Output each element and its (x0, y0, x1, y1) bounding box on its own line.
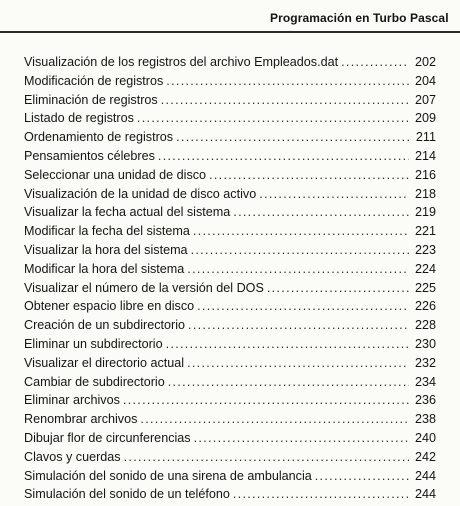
toc-entry (24, 469, 436, 488)
toc-entry-page: 240 (414, 430, 436, 445)
toc-entry-title: Eliminación de registros (24, 92, 158, 107)
toc-entry (24, 281, 436, 300)
toc-entry-page: 236 (414, 393, 436, 408)
toc-entry-title: Visualizar la fecha actual del sistema (24, 205, 231, 220)
toc-entry-title: Seleccionar una unidad de disco (24, 167, 207, 182)
toc-entry-page: 204 (414, 73, 436, 88)
toc-entry-title: Listado de registros (24, 111, 134, 126)
toc-entry-page: 216 (414, 167, 436, 182)
dot-leader (161, 93, 409, 107)
toc-entry-title: Creación de un subdirectorio (24, 318, 186, 333)
toc-entry (24, 149, 436, 168)
dot-leader (137, 111, 409, 125)
toc-entry (24, 187, 436, 206)
dot-leader (123, 393, 409, 407)
dot-leader (233, 487, 409, 501)
dot-leader (187, 262, 409, 276)
toc-entry-page: 226 (414, 299, 436, 314)
toc-entry (24, 337, 436, 356)
toc-entry-page: 218 (414, 186, 436, 201)
dot-leader (140, 412, 409, 426)
dot-leader (176, 130, 409, 144)
toc-entry-title: Ordenamiento de registros (24, 130, 174, 145)
toc-entry-title: Simulación del sonido de un teléfono (24, 487, 230, 502)
dot-leader (259, 187, 409, 201)
dot-leader (166, 337, 409, 351)
dot-leader (187, 356, 409, 370)
dot-leader (188, 318, 409, 332)
toc-entry-title: Visualización de los registros del archivo Empleados.dat (24, 55, 339, 69)
dot-leader (341, 55, 409, 69)
toc-entry-page: 234 (414, 374, 436, 389)
toc-entry (24, 205, 436, 224)
toc-entry-title: Cambiar de subdirectorio (24, 374, 165, 389)
toc-entry-title: Modificar la hora del sistema (24, 261, 185, 276)
dot-leader (191, 243, 409, 257)
toc-entry-page: 238 (414, 412, 436, 427)
toc-entry-page: 225 (414, 280, 436, 295)
toc-entry (24, 412, 436, 431)
dot-leader (124, 450, 409, 464)
toc-entry (24, 450, 436, 469)
toc-entry (24, 55, 436, 74)
toc-entry (24, 74, 436, 93)
toc-entry-title: Visualizar el número de la versión del DOS (24, 280, 264, 295)
toc-entry-page: 219 (414, 205, 436, 220)
toc-entry-page: 207 (414, 92, 436, 107)
toc-entry-title: Renombrar archivos (24, 412, 138, 427)
toc-entry-title: Clavos y cuerdas (24, 449, 121, 464)
toc-entry (24, 375, 436, 394)
toc-entry-title: Modificación de registros (24, 73, 164, 88)
toc-entry-page: 223 (414, 242, 436, 257)
toc-entry (24, 111, 436, 130)
running-header: Programación en Turbo Pascal (270, 11, 449, 25)
toc-entry-title: Simulación del sonido de una sirena de ambulancia (24, 468, 312, 483)
dot-leader (315, 469, 409, 483)
toc-entry (24, 243, 436, 262)
toc-entry-page: 232 (414, 355, 436, 370)
toc-entry-page: 202 (414, 55, 436, 69)
header-rule (0, 31, 460, 33)
dot-leader (193, 224, 409, 238)
toc-entry (24, 130, 436, 149)
dot-leader (194, 431, 409, 445)
toc-entry-title: Visualizar la hora del sistema (24, 242, 188, 257)
toc-entry-page: 209 (414, 111, 436, 126)
toc-entry (24, 168, 436, 187)
toc-entry-title: Eliminar archivos (24, 393, 120, 408)
toc-entry-title: Dibujar flor de circunferencias (24, 430, 191, 445)
toc-entry-page: 242 (414, 449, 436, 464)
dot-leader (168, 375, 409, 389)
toc-entry-title: Obtener espacio libre en disco (24, 299, 195, 314)
toc-entry-title: Visualización de la unidad de disco activo (24, 186, 257, 201)
toc-entry-title: Eliminar un subdirectorio (24, 336, 163, 351)
toc-entry-title: Modificar la fecha del sistema (24, 224, 190, 239)
toc-entry (24, 431, 436, 450)
toc-entry-page: 211 (415, 130, 436, 145)
toc-entry (24, 356, 436, 375)
toc-entry-page: 244 (414, 468, 436, 483)
toc-entry (24, 224, 436, 243)
toc-entry (24, 487, 436, 506)
table-of-contents (24, 55, 436, 506)
toc-entry-page: 221 (414, 224, 436, 239)
toc-entry (24, 299, 436, 318)
dot-leader (158, 149, 409, 163)
toc-entry (24, 93, 436, 112)
toc-entry-page: 244 (414, 487, 436, 502)
dot-leader (233, 205, 409, 219)
toc-entry (24, 318, 436, 337)
toc-entry-title: Visualizar el directorio actual (24, 355, 185, 370)
toc-entry (24, 393, 436, 412)
toc-entry (24, 262, 436, 281)
toc-entry-page: 224 (414, 261, 436, 276)
dot-leader (197, 299, 409, 313)
dot-leader (209, 168, 409, 182)
toc-entry-page: 214 (414, 148, 436, 163)
toc-entry-title: Pensamientos célebres (24, 148, 155, 163)
dot-leader (267, 281, 409, 295)
toc-entry-page: 228 (414, 318, 436, 333)
dot-leader (166, 74, 409, 88)
toc-entry-page: 230 (414, 336, 436, 351)
